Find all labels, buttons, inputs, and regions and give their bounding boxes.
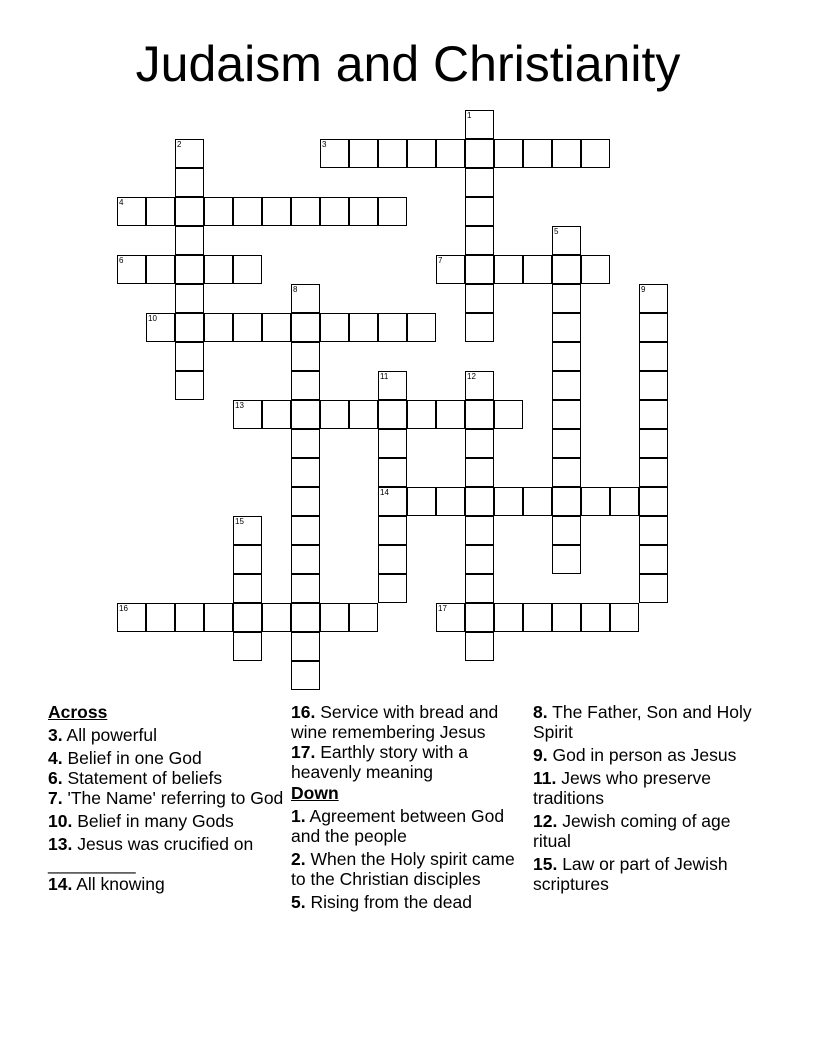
grid-cell[interactable] [465,168,494,197]
clue-number: 5 [554,227,559,236]
grid-cell[interactable] [204,255,233,284]
clue-across-7: 7. 'The Name' referring to God [48,788,284,808]
grid-cell[interactable] [175,342,204,371]
grid-cell[interactable] [552,487,581,516]
grid-cell-4[interactable] [117,197,146,226]
grid-cell[interactable] [349,313,378,342]
grid-cell[interactable] [175,313,204,342]
grid-cell[interactable] [291,632,320,661]
grid-cell[interactable] [523,603,552,632]
clue-number: 7 [438,256,443,265]
clue-column-3 [533,702,773,897]
grid-cell[interactable] [465,197,494,226]
grid-cell[interactable] [204,313,233,342]
clue-number: 8 [293,285,298,294]
grid-cell-2[interactable] [175,139,204,168]
grid-cell[interactable] [465,400,494,429]
grid-cell[interactable] [581,255,610,284]
clue-number: 2 [177,140,182,149]
clue-number: 10 [148,314,157,323]
clue-number: 16 [119,604,128,613]
across-heading: Across [48,702,108,722]
grid-cell[interactable] [233,197,262,226]
grid-cell[interactable] [552,516,581,545]
grid-cell[interactable] [320,400,349,429]
clue-number: 12 [467,372,476,381]
grid-cell[interactable] [465,603,494,632]
grid-cell-10[interactable] [146,313,175,342]
clue-across-10: 10. Belief in many Gods [48,811,234,831]
grid-cell[interactable] [262,400,291,429]
clue-across-6: 6. Statement of beliefs [48,768,223,788]
grid-cell[interactable] [291,545,320,574]
grid-cell-11[interactable] [378,371,407,400]
grid-cell[interactable] [175,371,204,400]
clue-number: 4 [119,198,124,207]
grid-cell[interactable] [291,516,320,545]
grid-cell[interactable] [610,487,639,516]
grid-cell[interactable] [175,197,204,226]
clue-column-2 [291,702,531,915]
grid-cell[interactable] [552,313,581,342]
grid-cell[interactable] [407,487,436,516]
grid-cell[interactable] [291,197,320,226]
clue-number: 3 [322,140,327,149]
grid-cell[interactable] [610,603,639,632]
grid-cell[interactable] [552,545,581,574]
grid-cell[interactable] [465,255,494,284]
page-title: Judaism and Christianity [135,36,681,92]
grid-cell[interactable] [262,197,291,226]
grid-cell[interactable] [233,545,262,574]
grid-cell[interactable] [465,574,494,603]
grid-cell[interactable] [291,400,320,429]
grid-cell[interactable] [523,487,552,516]
grid-cell[interactable] [465,516,494,545]
clue-down-11: 11. Jews who preserve traditions [533,768,712,808]
grid-cell[interactable] [494,487,523,516]
grid-cell[interactable] [175,284,204,313]
grid-cell[interactable] [436,139,465,168]
grid-cell[interactable] [378,516,407,545]
grid-cell[interactable] [291,661,320,690]
grid-cell-16[interactable] [117,603,146,632]
grid-cell[interactable] [378,139,407,168]
grid-cell[interactable] [407,139,436,168]
grid-cell[interactable] [378,458,407,487]
clue-column-1 [48,702,288,897]
grid-cell-8[interactable] [291,284,320,313]
grid-cell[interactable] [320,313,349,342]
grid-cell[interactable] [146,255,175,284]
grid-cell[interactable] [291,371,320,400]
grid-cell[interactable] [407,400,436,429]
grid-cell[interactable] [494,400,523,429]
clue-number: 13 [235,401,244,410]
grid-cell[interactable] [262,313,291,342]
grid-cell[interactable] [146,603,175,632]
grid-cell[interactable] [639,342,668,371]
grid-cell[interactable] [291,487,320,516]
grid-cell[interactable] [378,429,407,458]
grid-cell-12[interactable] [465,371,494,400]
grid-cell[interactable] [581,603,610,632]
clue-number: 15 [235,517,244,526]
clue-number: 1 [467,111,472,120]
grid-cell-15[interactable] [233,516,262,545]
grid-cell[interactable] [233,603,262,632]
grid-cell[interactable] [552,400,581,429]
grid-cell[interactable] [233,632,262,661]
grid-cell[interactable] [146,197,175,226]
grid-cell[interactable] [436,487,465,516]
grid-cell[interactable] [291,574,320,603]
grid-cell[interactable] [465,545,494,574]
grid-cell[interactable] [320,603,349,632]
clue-across-4: 4. Belief in one God [48,748,202,768]
grid-cell[interactable] [639,487,668,516]
grid-cell[interactable] [233,313,262,342]
grid-cell[interactable] [523,139,552,168]
grid-cell-9[interactable] [639,284,668,313]
grid-cell[interactable] [291,342,320,371]
grid-cell[interactable] [291,313,320,342]
grid-cell[interactable] [349,139,378,168]
grid-cell-14[interactable] [378,487,407,516]
clue-number: 11 [380,372,389,381]
clue-down-15: 15. Law or part of Jewish scriptures [533,854,728,894]
grid-cell[interactable] [378,313,407,342]
grid-cell[interactable] [378,545,407,574]
clue-down-9: 9. God in person as Jesus [533,745,737,765]
grid-cell[interactable] [436,400,465,429]
grid-cell-6[interactable] [117,255,146,284]
grid-cell[interactable] [465,458,494,487]
clue-number: 6 [119,256,124,265]
grid-cell[interactable] [378,197,407,226]
clue-down-12: 12. Jewish coming of age ritual [533,811,731,851]
grid-cell[interactable] [552,458,581,487]
clue-across-14: 14. All knowing [48,874,165,894]
grid-cell-17[interactable] [436,603,465,632]
grid-cell[interactable] [233,255,262,284]
grid-cell[interactable] [465,632,494,661]
grid-cell[interactable] [552,603,581,632]
grid-cell[interactable] [639,400,668,429]
grid-cell[interactable] [233,574,262,603]
grid-cell-3[interactable] [320,139,349,168]
grid-cell[interactable] [465,429,494,458]
grid-cell-7[interactable] [436,255,465,284]
grid-cell[interactable] [378,400,407,429]
grid-cell[interactable] [639,574,668,603]
grid-cell[interactable] [639,313,668,342]
grid-cell[interactable] [552,139,581,168]
down-heading: Down [291,783,339,803]
grid-cell[interactable] [581,139,610,168]
grid-cell[interactable] [262,603,291,632]
grid-cell[interactable] [204,603,233,632]
grid-cell[interactable] [552,429,581,458]
grid-cell[interactable] [494,139,523,168]
grid-cell[interactable] [349,400,378,429]
grid-cell[interactable] [639,429,668,458]
grid-cell[interactable] [552,371,581,400]
grid-cell-1[interactable] [465,110,494,139]
grid-cell[interactable] [378,574,407,603]
grid-cell[interactable] [639,458,668,487]
clue-across-13: 13. Jesus was crucified on _________ [48,834,254,874]
grid-cell[interactable] [465,226,494,255]
grid-cell[interactable] [204,197,233,226]
grid-cell[interactable] [523,255,552,284]
grid-cell[interactable] [639,516,668,545]
grid-cell[interactable] [349,197,378,226]
clue-across-3: 3. All powerful [48,725,157,745]
grid-cell[interactable] [349,603,378,632]
clue-number: 14 [380,488,389,497]
grid-cell[interactable] [639,545,668,574]
grid-cell-5[interactable] [552,226,581,255]
clue-down-2: 2. When the Holy spirit came to the Christian disciples [291,849,515,889]
grid-cell[interactable] [291,429,320,458]
grid-cell[interactable] [552,342,581,371]
grid-cell[interactable] [465,139,494,168]
clue-across-17: 17. Earthly story with a heavenly meaning [291,742,469,782]
grid-cell[interactable] [494,603,523,632]
grid-cell[interactable] [465,313,494,342]
clue-down-8: 8. The Father, Son and Holy Spirit [533,702,752,742]
grid-cell-13[interactable] [233,400,262,429]
grid-cell[interactable] [581,487,610,516]
clue-across-16: 16. Service with bread and wine remembering Jesus [291,702,499,742]
grid-cell[interactable] [465,487,494,516]
grid-cell[interactable] [175,168,204,197]
grid-cell[interactable] [175,226,204,255]
grid-cell[interactable] [465,284,494,313]
grid-cell[interactable] [175,603,204,632]
clue-number: 9 [641,285,646,294]
clue-number: 17 [438,604,447,613]
grid-cell[interactable] [639,371,668,400]
grid-cell[interactable] [552,255,581,284]
clue-down-1: 1. Agreement between God and the people [291,806,505,846]
grid-cell[interactable] [494,255,523,284]
grid-cell[interactable] [552,284,581,313]
grid-cell[interactable] [407,313,436,342]
grid-cell[interactable] [291,603,320,632]
clue-down-5: 5. Rising from the dead [291,892,472,912]
grid-cell[interactable] [175,255,204,284]
grid-cell[interactable] [320,197,349,226]
grid-cell[interactable] [291,458,320,487]
